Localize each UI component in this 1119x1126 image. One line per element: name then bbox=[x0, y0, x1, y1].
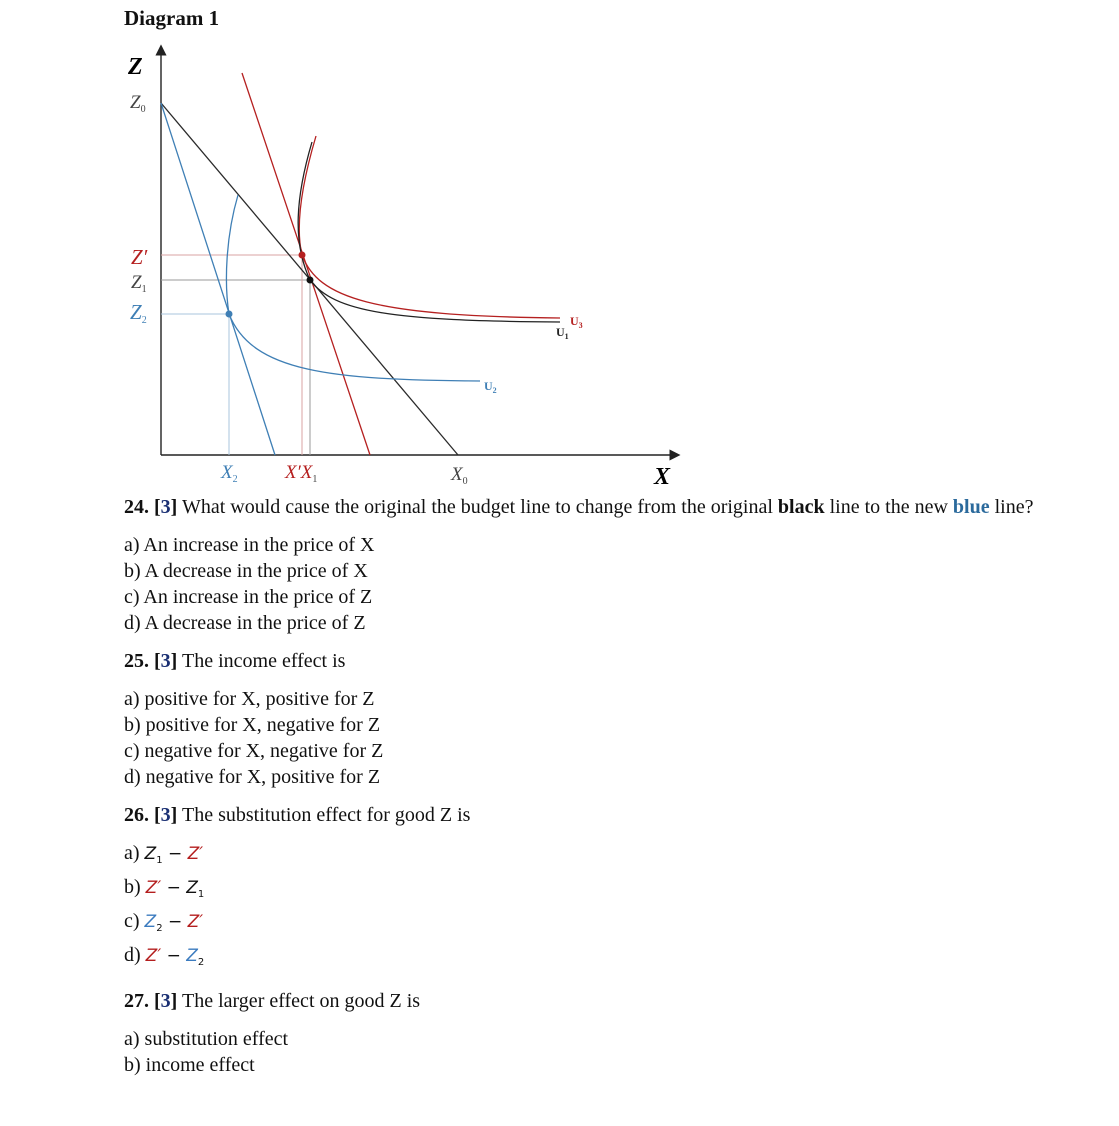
option[interactable]: c) $Z_2 - Z'$ bbox=[124, 910, 204, 934]
u3-label: $U_3$ bbox=[570, 314, 583, 330]
y-axis-label: Z bbox=[128, 54, 143, 80]
question-points: 3 bbox=[160, 650, 171, 672]
question-text-mid: line to the new bbox=[829, 496, 948, 518]
option[interactable]: b) income effect bbox=[124, 1054, 255, 1076]
question-text: The income effect is bbox=[181, 650, 346, 672]
option[interactable]: b) A decrease in the price of X bbox=[124, 560, 368, 582]
indifference-curve-u2 bbox=[226, 195, 480, 381]
question-points: 3 bbox=[160, 496, 171, 518]
blue-budget-line bbox=[161, 103, 275, 455]
x-axis-label: X bbox=[654, 464, 671, 490]
question-text: What would cause the original the budget line to change from the original bbox=[181, 496, 773, 518]
option[interactable]: d) $Z' - Z_2$ bbox=[124, 944, 205, 968]
x-prime-x1-label: $X'X_1$ bbox=[285, 462, 318, 485]
x0-label: $X_0$ bbox=[451, 464, 468, 487]
option[interactable]: a) An increase in the price of X bbox=[124, 534, 375, 556]
blue-word: blue bbox=[952, 496, 990, 518]
question-27: 27. [3] The larger effect on good Z is bbox=[124, 990, 421, 1012]
option[interactable]: c) negative for X, negative for Z bbox=[124, 740, 384, 762]
diagram-1 bbox=[0, 0, 720, 490]
z1-label: $Z_1$ bbox=[131, 272, 147, 295]
option[interactable]: a) positive for X, positive for Z bbox=[124, 688, 375, 710]
point-black bbox=[307, 277, 314, 284]
black-word: black bbox=[777, 496, 825, 518]
question-content bbox=[124, 494, 1044, 1090]
diagram-title: Diagram 1 bbox=[124, 6, 220, 30]
x2-label: $X_2$ bbox=[221, 462, 238, 485]
option[interactable]: c) An increase in the price of Z bbox=[124, 586, 373, 608]
z-prime-label: Z′ bbox=[131, 245, 148, 269]
u1-label: $U_1$ bbox=[556, 325, 569, 341]
point-red bbox=[299, 252, 306, 259]
question-number: 26 bbox=[124, 804, 144, 826]
question-26: 26. [3] The substitution effect for good Z is bbox=[124, 804, 471, 826]
question-text: The larger effect on good Z is bbox=[181, 990, 421, 1012]
option[interactable]: d) A decrease in the price of Z bbox=[124, 612, 366, 634]
u2-label: $U_2$ bbox=[484, 379, 497, 395]
options-27 bbox=[124, 1026, 1044, 1078]
option[interactable]: a) $Z_1 - Z'$ bbox=[124, 842, 204, 866]
question-text-end: line? bbox=[994, 496, 1034, 518]
options-24 bbox=[124, 532, 1044, 636]
question-text: The substitution effect for good Z is bbox=[181, 804, 471, 826]
question-24: 24. [3] What would cause the original the budget line to change from the original black line to the new blue line? bbox=[124, 496, 1034, 518]
question-number: 25 bbox=[124, 650, 144, 672]
question-points: 3 bbox=[160, 990, 171, 1012]
z2-label: Z2 bbox=[130, 300, 147, 326]
option[interactable]: a) substitution effect bbox=[124, 1028, 289, 1050]
options-26 bbox=[124, 840, 1044, 976]
z0-label: $Z_0$ bbox=[130, 92, 146, 115]
option[interactable]: d) negative for X, positive for Z bbox=[124, 766, 381, 788]
options-25 bbox=[124, 686, 1044, 790]
indifference-curve-u3 bbox=[299, 136, 560, 318]
question-points: 3 bbox=[160, 804, 171, 826]
option[interactable]: b) $Z' - Z_1$ bbox=[124, 876, 205, 900]
indifference-curve-u1 bbox=[298, 142, 560, 322]
option[interactable]: b) positive for X, negative for Z bbox=[124, 714, 381, 736]
question-25: 25. [3] The income effect is bbox=[124, 650, 346, 672]
point-blue bbox=[226, 311, 233, 318]
question-number: 24 bbox=[124, 496, 144, 518]
question-number: 27 bbox=[124, 990, 144, 1012]
